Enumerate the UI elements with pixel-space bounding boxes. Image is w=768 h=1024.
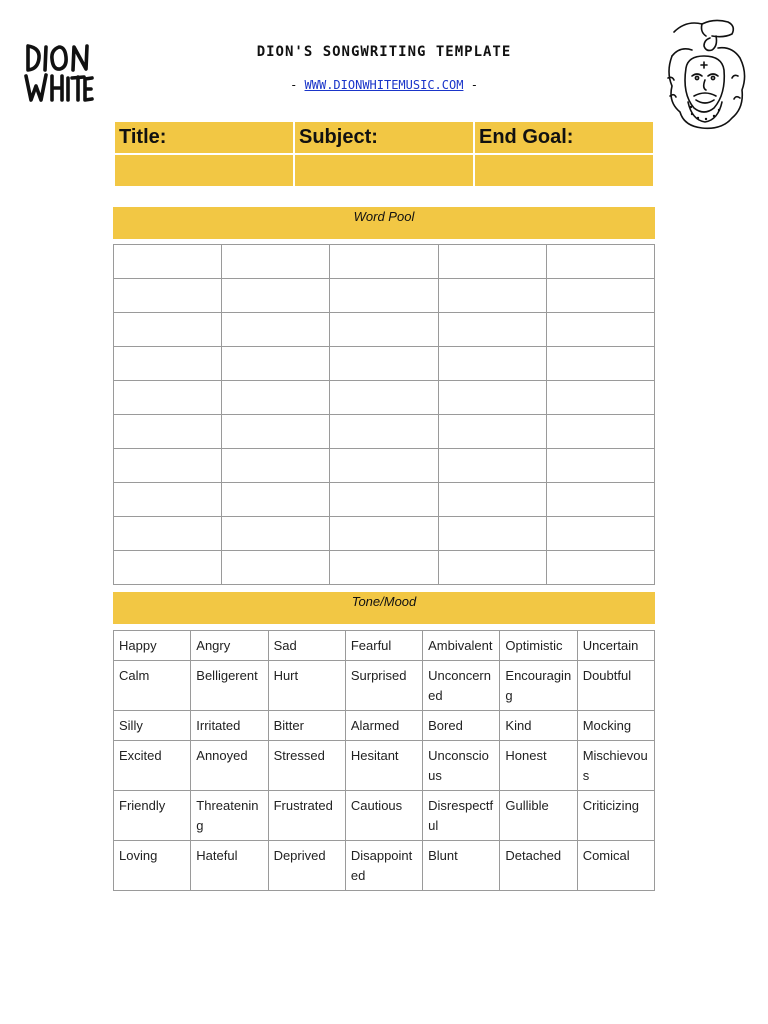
table-cell[interactable] <box>438 415 546 449</box>
table-cell: Ambivalent <box>423 631 500 661</box>
table-cell: Uncertain <box>577 631 654 661</box>
table-cell[interactable] <box>438 449 546 483</box>
website-line <box>0 78 768 92</box>
table-cell[interactable] <box>546 551 654 585</box>
table-cell: Detached <box>500 841 577 891</box>
table-cell[interactable] <box>222 517 330 551</box>
table-cell: Excited <box>114 741 191 791</box>
table-cell[interactable] <box>222 279 330 313</box>
table-cell: Blunt <box>423 841 500 891</box>
table-cell: Annoyed <box>191 741 268 791</box>
table-cell[interactable] <box>330 313 438 347</box>
table-cell[interactable] <box>330 279 438 313</box>
table-cell: Encouraging <box>500 661 577 711</box>
field-label-end-goal: End Goal: <box>474 121 654 154</box>
table-cell[interactable] <box>330 245 438 279</box>
table-cell: Hateful <box>191 841 268 891</box>
table-cell[interactable] <box>546 483 654 517</box>
word-pool-table <box>113 244 655 585</box>
table-cell[interactable] <box>330 551 438 585</box>
table-cell: Frustrated <box>268 791 345 841</box>
table-row <box>114 449 655 483</box>
field-value-subject[interactable] <box>294 154 474 187</box>
table-row <box>114 841 655 891</box>
table-cell: Bored <box>423 711 500 741</box>
table-cell[interactable] <box>114 279 222 313</box>
table-cell[interactable] <box>114 449 222 483</box>
table-cell: Stressed <box>268 741 345 791</box>
table-cell[interactable] <box>438 279 546 313</box>
table-cell: Happy <box>114 631 191 661</box>
table-row <box>114 631 655 661</box>
table-cell: Unconscious <box>423 741 500 791</box>
table-cell[interactable] <box>546 347 654 381</box>
tone-mood-table <box>113 630 655 891</box>
table-cell[interactable] <box>546 449 654 483</box>
table-cell: Unconcerned <box>423 661 500 711</box>
field-value-row <box>114 154 654 187</box>
table-cell: Disrespectful <box>423 791 500 841</box>
table-row <box>114 791 655 841</box>
table-cell[interactable] <box>114 313 222 347</box>
table-row <box>114 741 655 791</box>
table-row <box>114 483 655 517</box>
table-cell: Sad <box>268 631 345 661</box>
table-row <box>114 245 655 279</box>
table-cell[interactable] <box>438 483 546 517</box>
table-row <box>114 279 655 313</box>
table-cell[interactable] <box>222 449 330 483</box>
table-cell: Kind <box>500 711 577 741</box>
table-cell: Hesitant <box>345 741 422 791</box>
table-row <box>114 347 655 381</box>
link-prefix: - <box>290 78 305 92</box>
table-cell: Disappointed <box>345 841 422 891</box>
table-cell: Mocking <box>577 711 654 741</box>
word-pool-heading: Word Pool <box>113 207 655 239</box>
table-cell: Hurt <box>268 661 345 711</box>
table-cell[interactable] <box>222 415 330 449</box>
table-cell: Belligerent <box>191 661 268 711</box>
table-cell: Comical <box>577 841 654 891</box>
table-cell[interactable] <box>222 551 330 585</box>
table-cell[interactable] <box>546 279 654 313</box>
table-cell: Optimistic <box>500 631 577 661</box>
table-cell[interactable] <box>438 517 546 551</box>
table-cell[interactable] <box>222 381 330 415</box>
song-info-table <box>113 120 655 188</box>
table-cell: Surprised <box>345 661 422 711</box>
table-cell[interactable] <box>114 245 222 279</box>
table-cell[interactable] <box>114 415 222 449</box>
field-label-row <box>114 121 654 154</box>
table-cell: Silly <box>114 711 191 741</box>
table-cell[interactable] <box>546 381 654 415</box>
table-cell[interactable] <box>438 347 546 381</box>
table-cell: Cautious <box>345 791 422 841</box>
table-row <box>114 381 655 415</box>
table-cell: Threatening <box>191 791 268 841</box>
table-cell[interactable] <box>114 381 222 415</box>
table-cell[interactable] <box>330 483 438 517</box>
table-cell: Honest <box>500 741 577 791</box>
table-cell: Mischievous <box>577 741 654 791</box>
table-row <box>114 661 655 711</box>
table-row <box>114 551 655 585</box>
table-cell[interactable] <box>546 517 654 551</box>
table-cell: Friendly <box>114 791 191 841</box>
table-cell: Gullible <box>500 791 577 841</box>
table-cell[interactable] <box>546 245 654 279</box>
table-cell[interactable] <box>222 313 330 347</box>
table-cell[interactable] <box>330 415 438 449</box>
table-cell: Loving <box>114 841 191 891</box>
table-cell[interactable] <box>114 551 222 585</box>
table-cell[interactable] <box>438 381 546 415</box>
table-cell: Angry <box>191 631 268 661</box>
table-cell: Alarmed <box>345 711 422 741</box>
table-cell[interactable] <box>114 483 222 517</box>
table-cell[interactable] <box>330 381 438 415</box>
table-cell: Deprived <box>268 841 345 891</box>
table-cell[interactable] <box>546 313 654 347</box>
table-cell: Irritated <box>191 711 268 741</box>
table-cell[interactable] <box>222 483 330 517</box>
table-cell: Doubtful <box>577 661 654 711</box>
field-label-subject: Subject: <box>294 121 474 154</box>
field-value-title[interactable] <box>114 154 294 187</box>
table-cell[interactable] <box>438 245 546 279</box>
table-cell: Criticizing <box>577 791 654 841</box>
table-cell[interactable] <box>438 313 546 347</box>
table-cell[interactable] <box>438 551 546 585</box>
table-cell[interactable] <box>330 517 438 551</box>
table-cell: Bitter <box>268 711 345 741</box>
table-cell[interactable] <box>114 347 222 381</box>
table-row <box>114 711 655 741</box>
table-cell[interactable] <box>546 415 654 449</box>
field-value-end-goal[interactable] <box>474 154 654 187</box>
tone-mood-heading: Tone/Mood <box>113 592 655 624</box>
table-cell[interactable] <box>330 449 438 483</box>
link-suffix: - <box>463 78 478 92</box>
table-cell[interactable] <box>330 347 438 381</box>
table-cell: Calm <box>114 661 191 711</box>
document-title: DION'S SONGWRITING TEMPLATE <box>256 44 512 60</box>
artist-caricature-image <box>662 16 748 134</box>
table-row <box>114 313 655 347</box>
table-cell[interactable] <box>222 245 330 279</box>
table-cell: Fearful <box>345 631 422 661</box>
table-cell[interactable] <box>222 347 330 381</box>
table-row <box>114 517 655 551</box>
table-row <box>114 415 655 449</box>
field-label-title: Title: <box>114 121 294 154</box>
table-cell[interactable] <box>114 517 222 551</box>
website-link[interactable]: WWW.DIONWHITEMUSIC.COM <box>304 78 464 92</box>
